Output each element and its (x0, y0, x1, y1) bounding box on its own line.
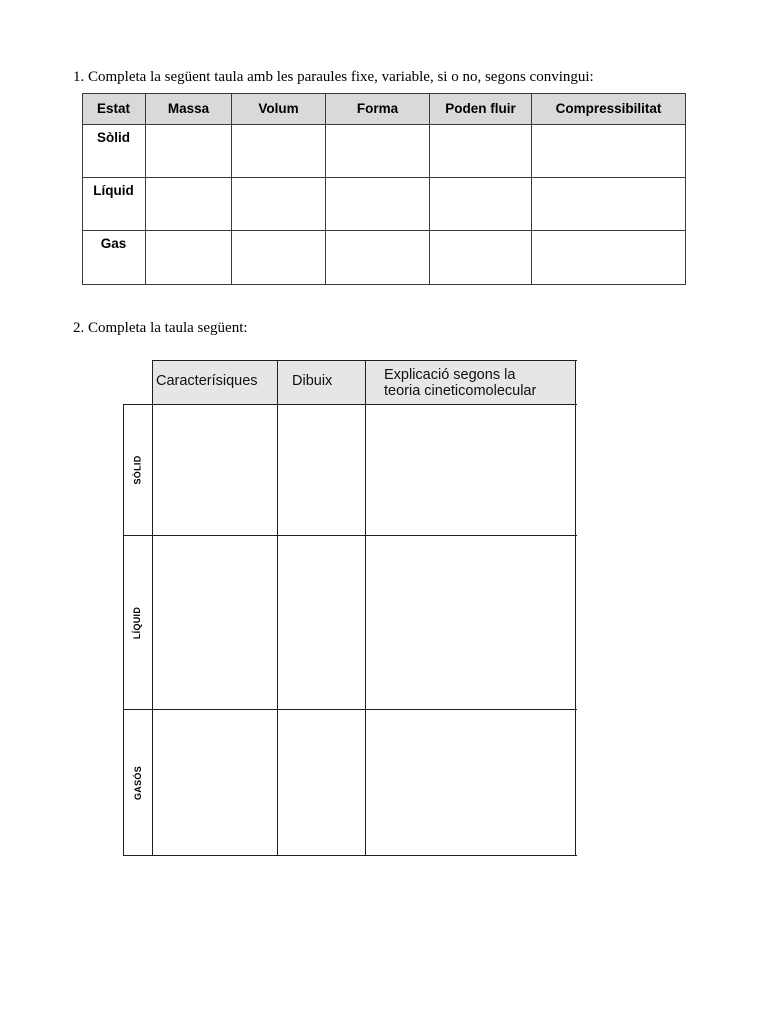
row-label-liquid: LÍQUID (132, 606, 143, 639)
question-1-text: 1. Completa la següent taula amb les paraules fixe, variable, si o no, segons convingui: (73, 69, 594, 85)
column-header-massa: Massa (167, 101, 210, 116)
row-label-solid: Sòlid (97, 130, 130, 145)
row-label-gasos: GASÓS (132, 765, 143, 800)
row-label-liquid: Líquid (93, 183, 134, 198)
table-divider (123, 709, 577, 710)
table-border-bottom (82, 284, 686, 285)
column-header-compressibilitat: Compressibilitat (555, 101, 662, 116)
table-border-right (685, 93, 686, 285)
column-header-poden-fluir: Poden fluir (445, 101, 516, 116)
column-header-dibuix: Dibuix (292, 373, 333, 389)
column-header-forma: Forma (356, 101, 399, 116)
table-divider (123, 535, 577, 536)
table-divider (277, 360, 278, 856)
kinetic-theory-table (123, 360, 577, 857)
table-border-right (575, 360, 576, 856)
table-border-bottom (123, 855, 577, 856)
column-header-explicacio: Explicació segons la (384, 367, 516, 383)
column-header-caracteristiques: Caracterísiques (156, 373, 258, 389)
table-divider (152, 360, 153, 856)
column-header-estat: Estat (96, 101, 130, 116)
table-divider (123, 404, 577, 405)
row-label-solid: SÒLID (132, 455, 143, 485)
table-divider (82, 124, 686, 125)
table-divider (365, 360, 366, 856)
table-divider (82, 230, 686, 231)
table-divider (82, 177, 686, 178)
question-2-text: 2. Completa la taula següent: (73, 320, 248, 336)
column-header-teoria: teoria cineticomolecular (384, 383, 537, 399)
column-header-volum: Volum (258, 101, 299, 116)
states-table (82, 93, 686, 285)
row-label-gas: Gas (100, 236, 127, 251)
